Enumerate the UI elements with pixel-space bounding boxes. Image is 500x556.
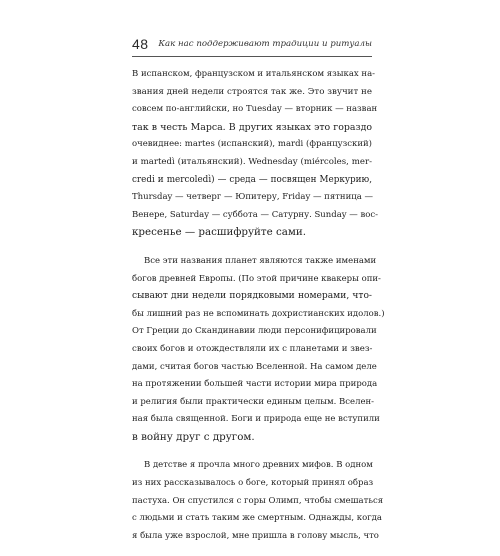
text-line: так в честь Марса. В других языках это гораздо [132,121,372,133]
text-line: и религия были практически единым целым. Вселен- [132,396,375,407]
text-line: кресенье — расшифруйте сами. [132,226,307,239]
text-line: пастуха. Он спустился с горы Олимп, чтобы смешаться [132,495,384,506]
page-number: 48 [132,36,149,52]
page-header [132,36,372,57]
text-line: богов древней Европы. (По этой причине квакеры опи- [132,273,381,284]
text-line: credi и mercoledì) — среда — посвящен Меркурию, [132,174,372,185]
paragraph-3 [132,457,384,545]
text-line: В испанском, французском и итальянском языках на- [132,69,376,79]
text-line: я была уже взрослой, мне пришла в голову мысль, что [132,530,379,541]
text-line: сывают дни недели порядковыми номерами, что- [132,291,372,302]
text-line: очевиднее: martes (испанский), mardi (французский) [132,139,372,150]
paragraph-2 [132,253,385,447]
text-line: бы лишний раз не вспоминать дохристианских идолов.) [132,308,385,319]
body-text [132,66,385,556]
text-line: на протяжении большей части истории мира природа [132,379,378,390]
running-title: Как нас поддерживают традиции и ритуалы [158,39,372,49]
text-line: звания дней недели строятся так же. Это звучит не [132,86,372,97]
text-line: из них рассказывалось о боге, который принял образ [132,478,374,489]
text-line: От Греции до Скандинавии люди персонифицировали [132,326,377,337]
text-line: в войну друг с другом. [132,430,255,443]
text-line: Венере, Saturday — суббота — Сатурну. Sunday — вос- [132,209,379,220]
text-line: дами, считая богов частью Вселенной. На самом деле [132,361,377,372]
text-line: и martedì (итальянский). Wednesday (miércoles, mer- [132,156,372,167]
paragraph-1 [132,66,379,242]
text-line: совсем по-английски, но Tuesday — вторник — назван [132,104,378,115]
text-line: Thursday — четверг — Юпитеру, Friday — пятница — [132,192,373,203]
text-line: с людьми и стать таким же смертным. Однажды, когда [132,513,382,524]
text-line: В детстве я прочла много древних мифов. В одном [144,460,373,471]
text-line: своих богов и отождествляли их с планетами и звез- [132,343,373,354]
text-line: Все эти названия планет являются также именами [144,255,377,266]
text-line: ная была священной. Боги и природа еще не вступили [132,414,380,425]
